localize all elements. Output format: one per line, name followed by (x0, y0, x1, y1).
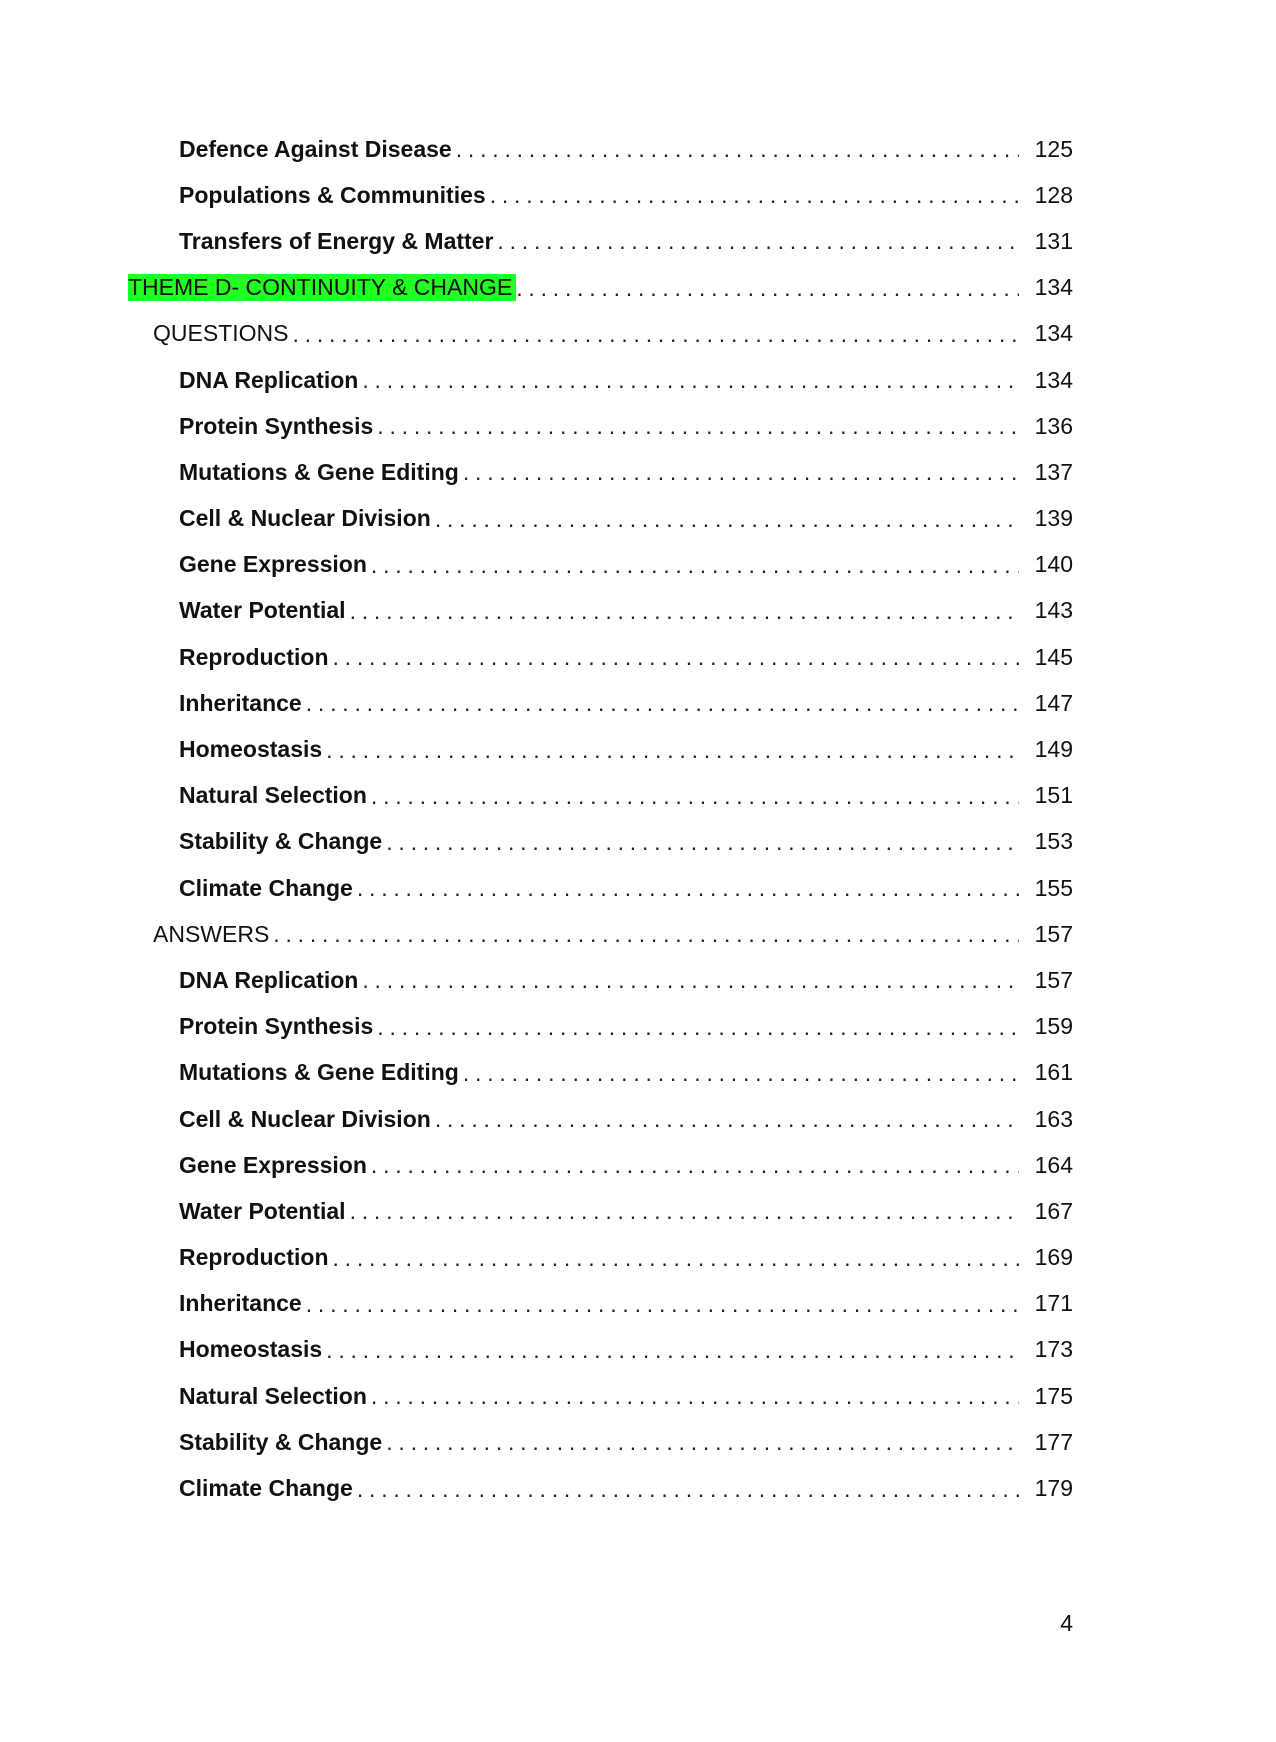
toc-leader-dots (463, 459, 1019, 485)
toc-leader-dots (386, 829, 1019, 855)
toc-leader-dots (435, 1106, 1019, 1132)
toc-entry-page: 134 (1034, 320, 1073, 347)
toc-entry-title: Mutations & Gene Editing (179, 458, 459, 485)
toc-leader-dots (371, 552, 1019, 578)
toc-entry[interactable] (0, 126, 1276, 172)
toc-leader-dots (326, 1337, 1019, 1363)
toc-entry-page: 140 (1034, 551, 1073, 578)
toc-entry-title: Cell & Nuclear Division (179, 1105, 431, 1132)
toc-entry-page: 164 (1034, 1151, 1073, 1178)
toc-leader-dots (490, 182, 1019, 208)
toc-leader-dots (306, 690, 1019, 716)
toc-leader-dots (371, 783, 1019, 809)
toc-entry-page: 134 (1034, 274, 1073, 301)
toc-entry-page: 125 (1034, 135, 1073, 162)
toc-entry-page: 179 (1034, 1475, 1073, 1502)
toc-entry[interactable] (0, 1142, 1276, 1188)
toc-entry[interactable] (0, 1188, 1276, 1234)
toc-entry[interactable] (0, 726, 1276, 772)
toc-entry-page: 136 (1034, 412, 1073, 439)
toc-entry[interactable] (0, 1373, 1276, 1419)
toc-entry-title: Natural Selection (179, 1382, 367, 1409)
toc-entry[interactable] (0, 218, 1276, 264)
toc-leader-dots (463, 1060, 1019, 1086)
toc-entry-title: Populations & Communities (179, 181, 486, 208)
toc-entry[interactable] (0, 957, 1276, 1003)
table-of-contents (0, 126, 1276, 1512)
toc-entry-title: Stability & Change (179, 828, 383, 855)
toc-entry[interactable] (0, 1235, 1276, 1281)
toc-leader-dots (273, 921, 1019, 947)
toc-entry-page: 157 (1034, 966, 1073, 993)
toc-entry[interactable] (0, 819, 1276, 865)
toc-entry[interactable] (0, 449, 1276, 495)
toc-leader-dots (350, 598, 1019, 624)
toc-entry-title: DNA Replication (179, 966, 359, 993)
toc-leader-dots (333, 644, 1020, 670)
toc-entry-page: 147 (1034, 689, 1073, 716)
toc-entry[interactable] (0, 1281, 1276, 1327)
toc-entry-title: QUESTIONS (153, 320, 289, 347)
toc-entry-page: 163 (1034, 1105, 1073, 1132)
toc-entry-title: Water Potential (179, 597, 346, 624)
toc-entry-page: 137 (1034, 458, 1073, 485)
toc-leader-dots (362, 967, 1019, 993)
toc-entry-page: 161 (1034, 1059, 1073, 1086)
toc-entry-page: 151 (1034, 782, 1073, 809)
toc-leader-dots (326, 737, 1019, 763)
page-number: 4 (1060, 1610, 1073, 1636)
toc-entry[interactable] (0, 1004, 1276, 1050)
toc-entry-page: 169 (1034, 1244, 1073, 1271)
toc-entry-title: Protein Synthesis (179, 1013, 374, 1040)
toc-leader-dots (377, 413, 1019, 439)
toc-entry[interactable] (0, 1419, 1276, 1465)
toc-leader-dots (377, 1014, 1019, 1040)
toc-leader-dots (333, 1245, 1020, 1271)
toc-section-heading[interactable] (0, 311, 1276, 357)
toc-entry-page: 159 (1034, 1013, 1073, 1040)
toc-entry[interactable] (0, 403, 1276, 449)
toc-entry-title: Gene Expression (179, 551, 367, 578)
toc-entry-title: Climate Change (179, 874, 353, 901)
toc-leader-dots (497, 228, 1019, 254)
toc-entry-title: Cell & Nuclear Division (179, 505, 431, 532)
toc-entry-title: Homeostasis (179, 736, 323, 763)
toc-entry-page: 171 (1034, 1290, 1073, 1317)
toc-entry-title: THEME D- CONTINUITY & CHANGE (128, 274, 516, 301)
toc-entry-page: 139 (1034, 505, 1073, 532)
toc-entry-title: Stability & Change (179, 1428, 383, 1455)
toc-entry-page: 153 (1034, 828, 1073, 855)
toc-leader-dots (456, 136, 1019, 162)
toc-entry[interactable] (0, 496, 1276, 542)
toc-entry-title: Inheritance (179, 689, 302, 716)
toc-entry-title: DNA Replication (179, 366, 359, 393)
toc-entry-title: Homeostasis (179, 1336, 323, 1363)
toc-leader-dots (371, 1383, 1019, 1409)
toc-leader-dots (306, 1291, 1019, 1317)
toc-leader-dots (386, 1429, 1019, 1455)
toc-entry-title: Mutations & Gene Editing (179, 1059, 459, 1086)
toc-entry-page: 177 (1034, 1428, 1073, 1455)
toc-leader-dots (435, 506, 1019, 532)
toc-entry-title: Protein Synthesis (179, 412, 374, 439)
toc-entry-page: 143 (1034, 597, 1073, 624)
toc-entry-title: Water Potential (179, 1197, 346, 1224)
toc-entry-title: Defence Against Disease (179, 135, 452, 162)
toc-entry[interactable] (0, 1096, 1276, 1142)
toc-entry-page: 155 (1034, 874, 1073, 901)
toc-entry-page: 173 (1034, 1336, 1073, 1363)
toc-entry-page: 175 (1034, 1382, 1073, 1409)
toc-entry[interactable] (0, 680, 1276, 726)
toc-leader-dots (371, 1152, 1019, 1178)
toc-entry-page: 131 (1034, 227, 1073, 254)
toc-entry-title: Transfers of Energy & Matter (179, 227, 494, 254)
toc-entry-title: Climate Change (179, 1475, 353, 1502)
toc-entry-title: Reproduction (179, 1244, 329, 1271)
toc-entry[interactable] (0, 865, 1276, 911)
toc-leader-dots (292, 321, 1019, 347)
toc-entry-page: 149 (1034, 736, 1073, 763)
toc-entry[interactable] (0, 1327, 1276, 1373)
toc-entry-title: Natural Selection (179, 782, 367, 809)
toc-entry-title: Gene Expression (179, 1151, 367, 1178)
toc-entry[interactable] (0, 172, 1276, 218)
toc-entry-title: Reproduction (179, 643, 329, 670)
toc-entry-page: 167 (1034, 1197, 1073, 1224)
toc-entry-page: 128 (1034, 181, 1073, 208)
toc-entry-title: Inheritance (179, 1290, 302, 1317)
toc-leader-dots (357, 875, 1019, 901)
toc-entry-page: 145 (1034, 643, 1073, 670)
toc-entry[interactable] (0, 1050, 1276, 1096)
toc-entry[interactable] (0, 634, 1276, 680)
toc-entry[interactable] (0, 542, 1276, 588)
toc-leader-dots (516, 275, 1019, 301)
toc-theme-heading[interactable] (0, 265, 1276, 311)
toc-entry[interactable] (0, 357, 1276, 403)
toc-entry-title: ANSWERS (153, 920, 270, 947)
toc-leader-dots (362, 367, 1019, 393)
toc-entry[interactable] (0, 588, 1276, 634)
toc-entry-page: 157 (1034, 920, 1073, 947)
toc-entry[interactable] (0, 1465, 1276, 1511)
toc-leader-dots (350, 1198, 1019, 1224)
toc-entry-page: 134 (1034, 366, 1073, 393)
toc-leader-dots (357, 1476, 1019, 1502)
toc-entry[interactable] (0, 773, 1276, 819)
toc-section-heading[interactable] (0, 911, 1276, 957)
